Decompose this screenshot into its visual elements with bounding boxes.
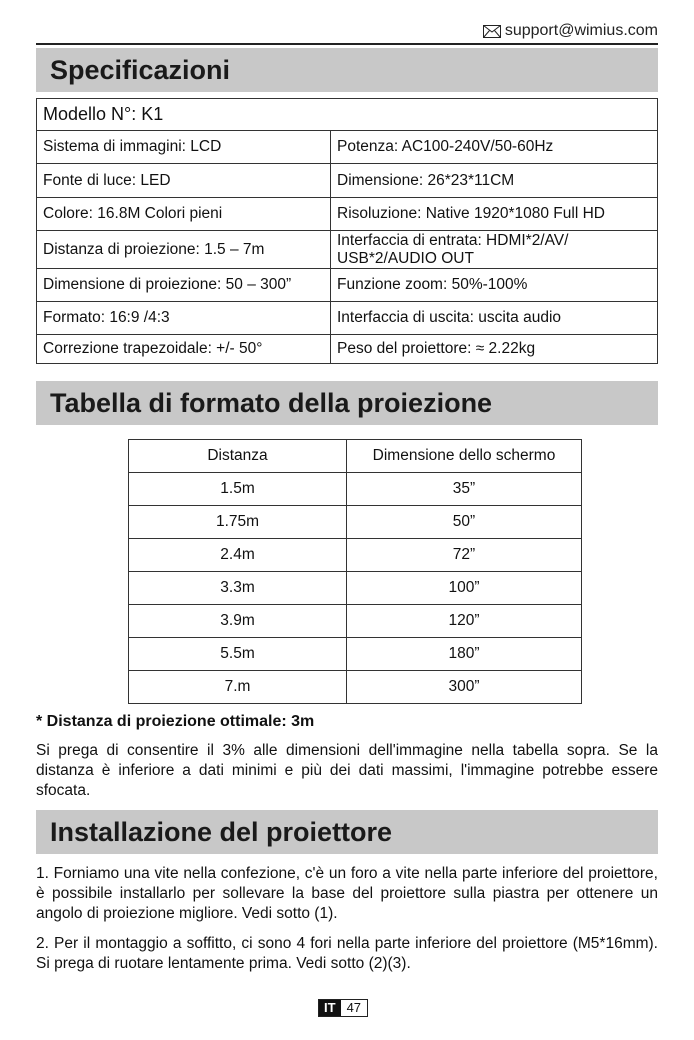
spec-cell: Colore: 16.8M Colori pieni	[37, 198, 331, 231]
table-row	[129, 572, 582, 605]
envelope-icon	[483, 25, 501, 38]
install-paragraph-2: 2. Per il montaggio a soffitto, ci sono 4 fori nella parte inferiore del proiettore (M5*16mm). Si prega di ruotare lentamente prima. Vedi sotto (2)(3).	[36, 935, 658, 972]
format-header-row	[129, 440, 582, 473]
spec-model-row	[37, 99, 658, 131]
table-row	[129, 473, 582, 506]
spec-row	[37, 131, 658, 164]
page-number: 47	[346, 1000, 362, 1015]
spec-cell: Interfaccia di entrata: HDMI*2/AV/ USB*2/AUDIO OUT	[331, 231, 658, 269]
spec-row	[37, 302, 658, 335]
size-cell: 120”	[347, 605, 582, 638]
spec-row	[37, 198, 658, 231]
distance-cell: 1.5m	[129, 473, 347, 506]
spec-cell: Dimensione: 26*23*11CM	[331, 164, 658, 198]
table-row	[129, 605, 582, 638]
size-cell: 180”	[347, 638, 582, 671]
distance-cell: 2.4m	[129, 539, 347, 572]
spec-cell: Fonte di luce: LED	[37, 164, 331, 198]
distance-cell: 1.75m	[129, 506, 347, 539]
language-label: IT	[319, 1000, 341, 1016]
format-header-distance: Distanza	[129, 440, 347, 473]
distance-cell: 5.5m	[129, 638, 347, 671]
spec-cell: Potenza: AC100-240V/50-60Hz	[331, 131, 658, 164]
header-divider	[36, 43, 658, 45]
spec-cell: Correzione trapezoidale: +/- 50°	[37, 335, 331, 364]
spec-cell: Funzione zoom: 50%-100%	[331, 269, 658, 302]
spec-row	[37, 164, 658, 198]
spec-cell: Dimensione di proiezione: 50 – 300”	[37, 269, 331, 302]
install-paragraph-1: 1. Forniamo una vite nella confezione, c'è un foro a vite nella parte inferiore del proiettore, è possibile installarlo per sollevare la base del proiettore sulla piastra per ottenere un angolo di proiezione migliore. Vedi sotto (1).	[36, 865, 658, 922]
format-header-size: Dimensione dello schermo	[347, 440, 582, 473]
spec-cell: Distanza di proiezione: 1.5 – 7m	[37, 231, 331, 269]
spec-cell: Interfaccia di uscita: uscita audio	[331, 302, 658, 335]
spec-model: Modello N°: K1	[37, 99, 658, 131]
note-paragraph: Si prega di consentire il 3% alle dimensioni dell'immagine nella tabella sopra. Se la distanza è inferiore a dati minimi e più dei dati massimi, l'immagine potrebbe essere sfocata.	[36, 742, 658, 799]
distance-cell: 3.3m	[129, 572, 347, 605]
specs-table	[36, 98, 658, 364]
email-text: support@wimius.com	[504, 22, 658, 39]
format-table	[128, 439, 582, 704]
spec-row	[37, 231, 658, 269]
table-row	[129, 671, 582, 704]
spec-row	[37, 335, 658, 364]
size-cell: 72”	[347, 539, 582, 572]
size-cell: 35”	[347, 473, 582, 506]
spec-cell: Sistema di immagini: LCD	[37, 131, 331, 164]
support-email[interactable]	[483, 22, 658, 40]
section-title-specs: Specificazioni	[36, 48, 658, 92]
table-row	[129, 539, 582, 572]
distance-cell: 7.m	[129, 671, 347, 704]
section-title-format: Tabella di formato della proiezione	[36, 381, 658, 425]
spec-cell: Formato: 16:9 /4:3	[37, 302, 331, 335]
optimal-distance-note: * Distanza di proiezione ottimale: 3m	[36, 713, 315, 730]
size-cell: 50”	[347, 506, 582, 539]
size-cell: 300”	[347, 671, 582, 704]
size-cell: 100”	[347, 572, 582, 605]
section-title-install: Installazione del proiettore	[36, 810, 658, 854]
distance-cell: 3.9m	[129, 605, 347, 638]
spec-cell: Peso del proiettore: ≈ 2.22kg	[331, 335, 658, 364]
page-number-badge	[318, 999, 368, 1017]
table-row	[129, 506, 582, 539]
spec-cell: Risoluzione: Native 1920*1080 Full HD	[331, 198, 658, 231]
spec-row	[37, 269, 658, 302]
table-row	[129, 638, 582, 671]
